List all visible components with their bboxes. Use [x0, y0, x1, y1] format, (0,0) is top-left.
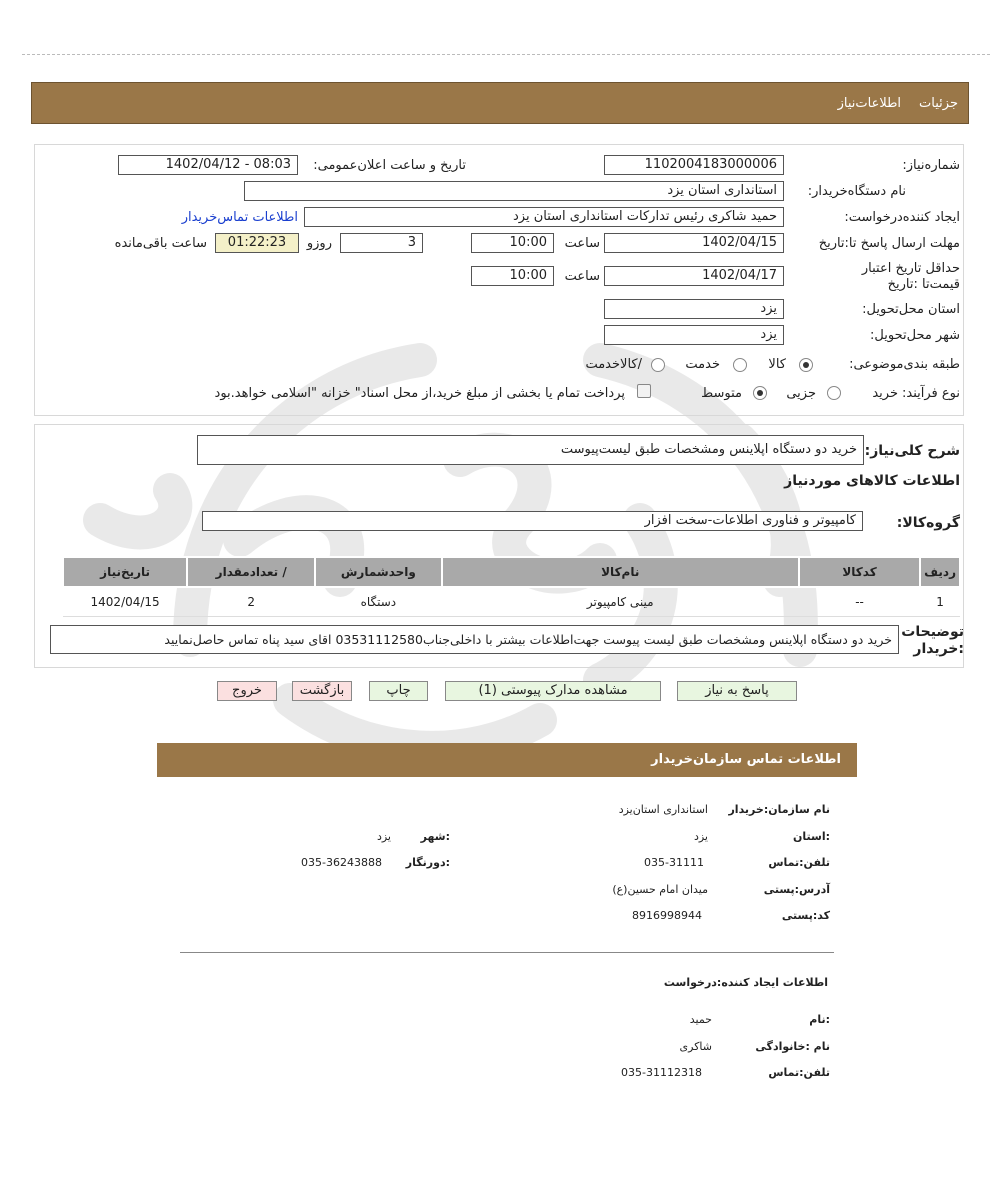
creator-name-label: :نام [809, 1013, 830, 1026]
cell-date: 1402/04/15 [63, 587, 187, 617]
header-bar [31, 82, 969, 124]
validity-time-label: ساعت [564, 269, 600, 284]
contact-postal-label: کد:پستی [781, 909, 830, 922]
need-number-label: شماره‌نیاز: [902, 158, 960, 173]
contact-phone-value: 035-31111 [644, 856, 704, 869]
deadline-date-field: 1402/04/15 [604, 233, 784, 253]
buyer-notes-label: توضیحات :خریدار [901, 624, 964, 657]
contact-header: اطلاعات تماس سازمان‌خریدار [157, 743, 857, 777]
print-button[interactable]: چاپ [369, 681, 428, 701]
deadline-time-field: 10:00 [471, 233, 554, 253]
creator-title: اطلاعات ایجاد کننده:درخواست [663, 976, 828, 989]
announce-label: تاریخ و ساعت اعلان‌عمومی: [313, 158, 466, 173]
process-label: نوع فرآیند: [902, 386, 960, 401]
goods-group-label: گروه‌کالا: [896, 515, 960, 531]
creator-phone-value: 035-31112318 [621, 1066, 702, 1079]
contact-city-label: :شهر [420, 830, 450, 843]
contact-city-value: یزد [376, 830, 391, 843]
description-label: شرح کلی‌نیاز: [864, 443, 960, 459]
process-medium-radio[interactable] [753, 386, 767, 400]
col-name: نام‌کالا [442, 557, 799, 587]
category-service-label: خدمت [685, 357, 720, 372]
cell-unit: دستگاه [315, 587, 441, 617]
col-code: کدکالا [799, 557, 920, 587]
requester-field: حمید شاکری رئیس تدارکات استانداری استان یزد [304, 207, 784, 227]
process-partial-label: جزیی [786, 386, 816, 401]
buyer-contact-link[interactable]: اطلاعات تماس‌خریدار [181, 210, 298, 225]
treasury-payment-checkbox[interactable] [637, 384, 651, 398]
city-field: یزد [604, 325, 784, 345]
buyer-org-label: نام دستگاه‌خریدار: [807, 184, 906, 199]
items-table [62, 556, 961, 617]
cell-row: 1 [920, 587, 960, 617]
process-medium-label: متوسط [701, 386, 742, 401]
remaining-label: ساعت باقی‌مانده [114, 236, 207, 251]
cell-qty: 2 [187, 587, 315, 617]
reply-button[interactable]: پاسخ به نیاز [677, 681, 797, 701]
remaining-time-field: 01:22:23 [215, 233, 299, 253]
tab-need-info[interactable]: اطلاعات‌نیاز [837, 95, 902, 111]
col-row: ردیف [920, 557, 960, 587]
items-heading: اطلاعات کالاهای موردنیاز [784, 473, 960, 489]
exit-button[interactable]: خروج [217, 681, 277, 701]
category-both-label: /کالاخدمت [585, 357, 642, 372]
treasury-payment-note: پرداخت تمام یا بخشی از مبلغ خرید،از محل اسناد" خزانه "اسلامی خواهد.بود [214, 386, 625, 401]
process-buy-label: خرید [872, 386, 898, 401]
creator-name-value: حمید [689, 1013, 712, 1026]
category-label: طبقه بندی‌موضوعی: [849, 357, 960, 372]
attachments-button[interactable]: مشاهده مدارک پیوستی (1) [445, 681, 661, 701]
category-service-radio[interactable] [733, 358, 747, 372]
days-label: روزو [306, 236, 332, 251]
creator-family-value: شاکری [679, 1040, 712, 1053]
cell-code: -- [799, 587, 920, 617]
back-button[interactable]: بازگشت [292, 681, 352, 701]
province-label: استان محل‌تحویل: [862, 302, 960, 317]
buyer-notes-field: خرید دو دستگاه اپلاینس ومشخصات طبق لیست پیوست جهت‌اطلاعات بیشتر با داخلی‌جناب03531112580 اقای سید پناه تماس حاصل‌نمایید [50, 625, 899, 654]
validity-label: حداقل تاریخ اعتبار قیمت‌تا :تاریخ [861, 261, 960, 292]
top-divider [22, 54, 990, 55]
deadline-time-label: ساعت [564, 236, 600, 251]
col-qty: / تعدادمقدار [187, 557, 315, 587]
city-label: شهر محل‌تحویل: [870, 328, 960, 343]
cell-name: مینی کامپیوتر [442, 587, 799, 617]
category-goods-radio[interactable] [799, 358, 813, 372]
contact-address-value: میدان امام حسین(ع) [612, 883, 708, 896]
contact-fax-value: 035-36243888 [301, 856, 382, 869]
tab-details[interactable]: جزئیات [919, 95, 958, 111]
col-unit: واحدشمارش [315, 557, 441, 587]
validity-date-field: 1402/04/17 [604, 266, 784, 286]
need-number-field: 1102004183000006 [604, 155, 784, 175]
contact-divider [180, 952, 834, 953]
requester-label: ایجاد کننده‌درخواست: [844, 210, 960, 225]
validity-time-field: 10:00 [471, 266, 554, 286]
category-both-radio[interactable] [651, 358, 665, 372]
contact-province-value: یزد [693, 830, 708, 843]
days-field: 3 [340, 233, 423, 253]
goods-group-field: کامپیوتر و فناوری اطلاعات-سخت افزار [202, 511, 863, 531]
table-row [63, 587, 960, 617]
contact-postal-value: 8916998944 [632, 909, 702, 922]
contact-phone-label: تلفن:تماس [768, 856, 830, 869]
announce-field: 1402/04/12 - 08:03 [118, 155, 298, 175]
contact-org-value: استانداری استان‌یزد [618, 803, 708, 816]
province-field: یزد [604, 299, 784, 319]
process-partial-radio[interactable] [827, 386, 841, 400]
contact-fax-label: :دورنگار [405, 856, 450, 869]
contact-address-label: آدرس:پستی [763, 883, 830, 896]
description-field: خرید دو دستگاه اپلاینس ومشخصات طبق لیست‌پیوست [197, 435, 864, 465]
creator-phone-label: تلفن:تماس [768, 1066, 830, 1079]
contact-org-label: نام سازمان:خریدار [728, 803, 830, 816]
buyer-org-field: استانداری استان یزد [244, 181, 784, 201]
col-date: تاریخ‌نیاز [63, 557, 187, 587]
deadline-label: مهلت ارسال پاسخ تا:تاریخ [818, 236, 960, 251]
creator-family-label: نام :خانوادگی [755, 1040, 830, 1053]
contact-province-label: :استان [793, 830, 830, 843]
category-goods-label: کالا [768, 357, 786, 372]
